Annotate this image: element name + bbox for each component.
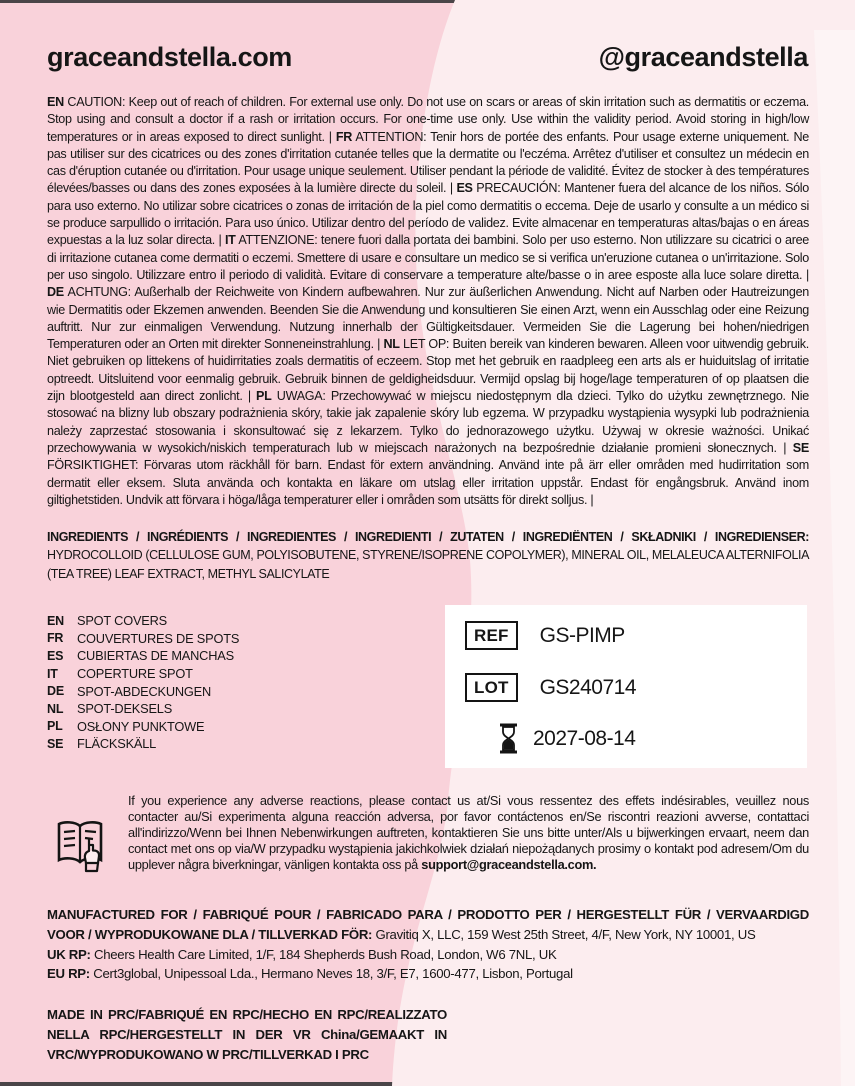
- lot-symbol: LOT: [465, 673, 518, 702]
- lot-value: GS240714: [539, 675, 637, 699]
- eu-rp-line: EU RP: Cert3global, Unipessoal Lda., Hermano Neves 18, 3/F, E7, 1600-477, Lisbon, Portugal: [47, 966, 573, 982]
- list-item: PL OSŁONY PUNKTOWE: [47, 718, 205, 734]
- lang-code-it: IT: [224, 233, 236, 248]
- expiry-date: 2027-08-14: [533, 726, 636, 750]
- made-in-text: MADE IN PRC/FABRIQUÉ EN RPC/HECHO EN RPC/REALIZZATO NELLA RPC/HERGESTELLT IN DER VR China/GEMAAKT IN VRC/WYPRODUKOWANO W PRC/TILLVERKAD I PRC: [47, 1007, 447, 1062]
- lang-code-en: EN: [47, 95, 64, 109]
- list-item: NL SPOT-DEKSELS: [47, 701, 173, 717]
- list-item: ES CUBIERTAS DE MANCHAS: [47, 648, 234, 664]
- lot-row: [465, 673, 636, 702]
- ref-symbol: REF: [465, 621, 518, 650]
- expiry-row: [465, 723, 635, 754]
- adverse-reactions-text: If you experience any adverse reactions, please contact us at/Si vous ressentez des effets indésirables, veuillez nous contacter au/Si experimenta alguna reacción adversa, por favor contáctenos en/Se riscontri reazioni avverse, contattaci all'indirizzo/Wenn bei Ihnen Nebenwirkungen auftreten, kontaktieren Sie uns bitte unter/Als u bijwerkingen ervaart, neem dan contact met ons op via/W przypadku wystąpienia jakichkolwiek działań niepożądanych prosimy o kontakt pod adresem/Om du upplever några biverkningar, vänligen kontakta oss på support@graceandstella.com.: [128, 793, 809, 872]
- lang-code-pl: PL: [256, 389, 272, 404]
- lang-code-de: DE: [47, 285, 64, 300]
- uk-rp-line: UK RP: Cheers Health Care Limited, 1/F, 184 Shepherds Bush Road, London, W6 7NL, UK: [47, 946, 557, 962]
- ingredients-heading: INGREDIENTS / INGRÉDIENTS / INGREDIENTES / INGREDIENTI / ZUTATEN / INGREDIËNTEN / SKŁADNIKI / INGREDIENSER:: [47, 530, 809, 544]
- brand-social-handle: @graceandstella: [598, 42, 808, 72]
- support-email: support@graceandstella.com.: [421, 856, 597, 872]
- lang-code-nl: NL: [383, 337, 400, 352]
- ingredients-list: HYDROCOLLOID (CELLULOSE GUM, POLYISOBUTENE, STYRENE/ISOPRENE COPOLYMER), MINERAL OIL, MELALEUCA ALTERNIFOLIA (TEA TREE) LEAF EXTRACT, METHYL SALICYLATE: [47, 548, 809, 581]
- list-item: IT COPERTURE SPOT: [47, 666, 193, 682]
- caution-text: EN CAUTION: Keep out of reach of children. For external use only. Do not use on scars or areas of skin irritation such as dermatitis or eczema. Stop using and consult a doctor if a rash or irritation occurs. For one-time use only. Use within the validity period. Avoid storing in high/low temperatures or in areas exposed to direct sunlight. | FR ATTENTION: Tenir hors de portée des enfants. Pour usage externe uniquement. Ne pas utiliser sur des cicatrices ou des zones d'irritation cutanée telles que la dermatite ou l'eczéma. Arrêtez d'utiliser et consultez un médecin en cas d'éruption cutanée ou d'irritation. Pour usage unique seulement. Utiliser pendant la période de validité. Évitez de stocker à des températures élevées/basses ou dans des zones exposées à la lumière directe du soleil. | ES PRECAUCIÓN: Mantener fuera del alcance de los niños. Sólo para uso externo. No utilizar sobre cicatrices o zonas de irritación de la piel como dermatitis o eccema. Deje de usarlo y consulte a un médico si se produce sarpullido o irritación. Para uso único. Utilizar dentro del período de validez. Evite almacenar en temperaturas altas/bajas o en áreas expuestas a la luz solar directa. | IT ATTENZIONE: tenere fuori dalla portata dei bambini. Solo per uso esterno. Non utilizzare su cicatrici o aree di irritazione cutanea come dermatiti o eczemi. Smettere di usare e consultare un medico se si verifica un'eruzione cutanea o un'irritazione. Solo per uso singolo. Utilizzare entro il periodo di validità. Evitare di conservare a temperature alte/basse o in aree esposte alla luce solare diretta. | DE ACHTUNG: Außerhalb der Reichweite von Kindern aufbewahren. Nur zur äußerlichen Anwendung. Nicht auf Narben oder Hautreizungen wie Dermatitis oder Ekzemen anwenden. Beenden Sie die Anwendung und konsultieren Sie einen Arzt, wenn ein Ausschlag oder eine Reizung auftritt. Nur zur einmaligen Verwendung. Nutzung innerhalb der Gültigkeitsdauer. Vermeiden Sie die Lagerung bei hohen/niedrigen Temperaturen oder an Orten mit direkter Sonneneinstrahlung. | NL LET OP: Buiten bereik van kinderen bewaren. Alleen voor uitwendig gebruik. Niet gebruiken op littekens of huidirritaties zoals dermatitis of eczeem. Stop met het gebruik en raadpleeg een arts als er huiduitslag of irritatie optreedt. Uitsluitend voor eenmalig gebruik. Gebruik binnen de geldigheidsduur. Vermijd opslag bij hoge/lage temperaturen of op plaatsen die zijn blootgesteld aan direct zonlicht. | PL UWAGA: Przechowywać w miejscu niedostępnym dla dzieci. Tylko do użytku zewnętrznego. Nie stosować na blizny lub obszary podrażnienia skóry, takie jak zapalenie skóry lub egzema. W przypadku wystąpienia wysypki lub podrażnienia należy zaprzestać stosowania i skonsultować się z lekarzem. Tylko do jednorazowego użytku. Używaj w okresie ważności. Unikać przechowywania w wysokich/niskich temperaturach lub w miejscach narażonych na bezpośrednie działanie promieni słonecznych. | SE FÖRSIKTIGHET: Förvaras utom räckhåll för barn. Endast för extern användning. Använd inte på ärr eller områden med hudirritation som dermatit eller eksem. Sluta använda och kontakta en läkare om utslag eller irritation uppstår. Endast för engångsbruk. Använd inom giltighetstiden. Undvik att förvara i höga/låga temperaturer eller i områden som utsätts för direkt solljus. |: [47, 95, 809, 507]
- product-name-list: [47, 612, 239, 753]
- lang-code-fr: FR: [335, 129, 353, 144]
- ref-value: GS-PIMP: [539, 623, 625, 647]
- ref-row: [465, 621, 625, 650]
- manufacturer-info: [47, 905, 809, 984]
- manufactured-for: MANUFACTURED FOR / FABRIQUÉ POUR / FABRICADO PARA / PRODOTTO PER / HERGESTELLT FÜR / VERVAARDIGD VOOR / WYPRODUKOWANE DLA / TILLVERKAD FÖR: Gravitiq X, LLC, 159 West 25th Street, 4/F, New York, NY 10001, US: [47, 907, 809, 942]
- list-item: FR COUVERTURES DE SPOTS: [47, 630, 240, 646]
- lang-code-se: SE: [792, 440, 809, 455]
- hourglass-icon: [497, 723, 519, 754]
- lang-code-es: ES: [456, 181, 473, 196]
- brand-website: graceandstella.com: [47, 42, 292, 72]
- consult-instructions-leaflet-icon: [55, 815, 105, 882]
- list-item: SE FLÄCKSKÄLL: [47, 736, 157, 752]
- list-item: DE SPOT-ABDECKUNGEN: [47, 683, 212, 699]
- list-item: EN SPOT COVERS: [47, 613, 168, 629]
- ref-lot-panel: [445, 605, 807, 768]
- ingredients-text: [47, 528, 809, 583]
